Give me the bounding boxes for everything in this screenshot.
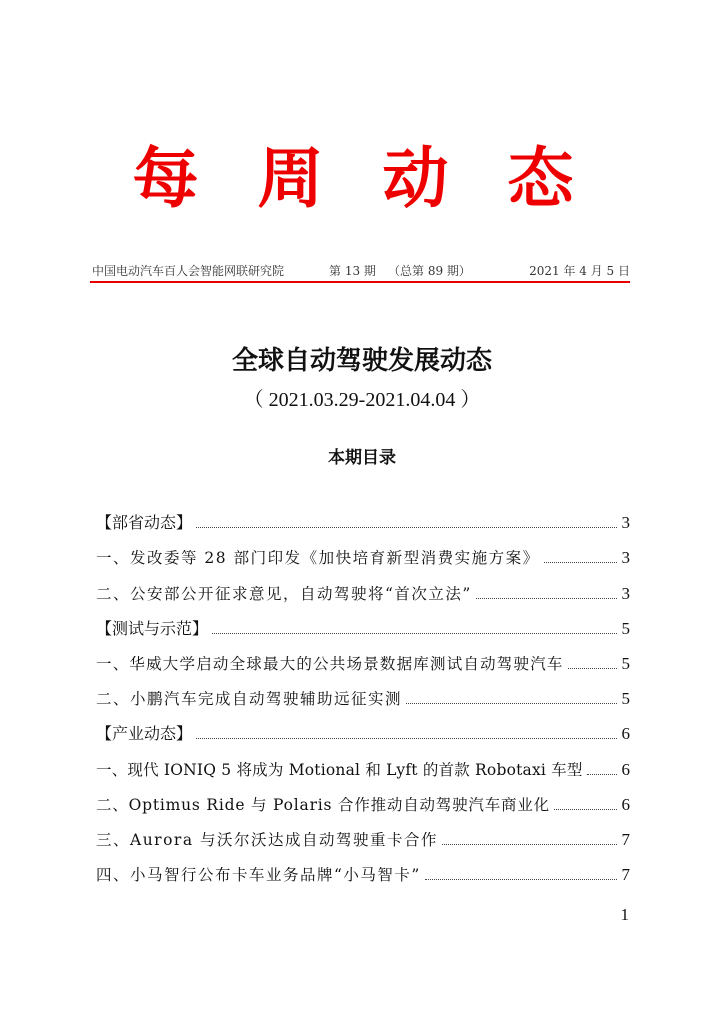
toc-leader-dots: [212, 633, 617, 634]
toc-entry-label: 四、小马智行公布卡车业务品牌“小马智卡”: [96, 866, 421, 885]
total-issue-number: （总第 89 期）: [388, 264, 471, 278]
toc-leader-dots: [196, 527, 617, 528]
toc-entry[interactable]: [96, 709, 630, 744]
toc-leader-dots: [196, 738, 617, 739]
toc-entry[interactable]: [96, 568, 630, 603]
toc-entry-page: 7: [621, 865, 630, 885]
toc-entry-label: 【测试与示范】: [96, 618, 209, 638]
info-bar: [92, 262, 630, 280]
toc-leader-dots: [544, 562, 617, 563]
publish-date: 2021 年 4 月 5 日: [529, 264, 630, 278]
toc-leader-dots: [406, 703, 617, 704]
date-range: （ 2021.03.29-2021.04.04 ）: [243, 389, 481, 411]
toc-entry[interactable]: [96, 674, 630, 709]
toc-entry-page: 6: [621, 724, 630, 744]
toc-entry[interactable]: [96, 639, 630, 674]
toc-entry-page: 5: [621, 689, 630, 709]
toc-entry-page: 6: [621, 759, 630, 779]
toc-leader-dots: [587, 774, 617, 775]
toc-entry[interactable]: [96, 744, 630, 779]
toc-leader-dots: [425, 879, 617, 880]
red-divider: [90, 281, 630, 283]
toc-entry-label: 一、现代 IONIQ 5 将成为 Motional 和 Lyft 的首款 Robotaxi 车型: [96, 760, 583, 779]
toc-entry[interactable]: [96, 850, 630, 885]
toc-entry-label: 一、发改委等 28 部门印发《加快培育新型消费实施方案》: [96, 549, 540, 568]
toc-heading: 本期目录: [328, 448, 396, 468]
toc-entry-page: 3: [621, 548, 630, 568]
toc-entry-label: 二、公安部公开征求意见，自动驾驶将“首次立法”: [96, 584, 472, 603]
toc-entry-page: 7: [621, 829, 630, 849]
toc-leader-dots: [568, 668, 617, 669]
toc-entry[interactable]: [96, 815, 630, 850]
toc-entry-label: 一、华威大学启动全球最大的公共场景数据库测试自动驾驶汽车: [96, 654, 564, 673]
toc-entry[interactable]: [96, 604, 630, 639]
toc-entry-page: 5: [621, 618, 630, 638]
toc-leader-dots: [476, 598, 617, 599]
toc-entry-label: 二、Optimus Ride 与 Polaris 合作推动自动驾驶汽车商业化: [96, 795, 550, 814]
toc-entry[interactable]: [96, 533, 630, 568]
toc-entry[interactable]: [96, 780, 630, 815]
toc-entry-label: 二、小鹏汽车完成自动驾驶辅助远征实测: [96, 690, 403, 709]
organization-name: 中国电动汽车百人会智能网联研究院: [92, 264, 285, 278]
page-number: 1: [620, 905, 629, 924]
table-of-contents: [96, 498, 630, 885]
toc-entry-page: 3: [621, 513, 630, 533]
toc-leader-dots: [554, 809, 617, 810]
toc-entry[interactable]: [96, 498, 630, 533]
toc-entry-page: 5: [621, 653, 630, 673]
issue-number: 第 13 期: [329, 264, 376, 278]
toc-entry-label: 【部省动态】: [96, 513, 193, 533]
toc-leader-dots: [442, 844, 617, 845]
toc-entry-label: 【产业动态】: [96, 724, 193, 744]
toc-entry-page: 6: [621, 794, 630, 814]
toc-entry-page: 3: [621, 583, 630, 603]
toc-entry-label: 三、Aurora 与沃尔沃达成自动驾驶重卡合作: [96, 830, 438, 849]
masthead-title: 每 周 动 态: [132, 139, 592, 217]
document-title: 全球自动驾驶发展动态: [231, 346, 492, 376]
